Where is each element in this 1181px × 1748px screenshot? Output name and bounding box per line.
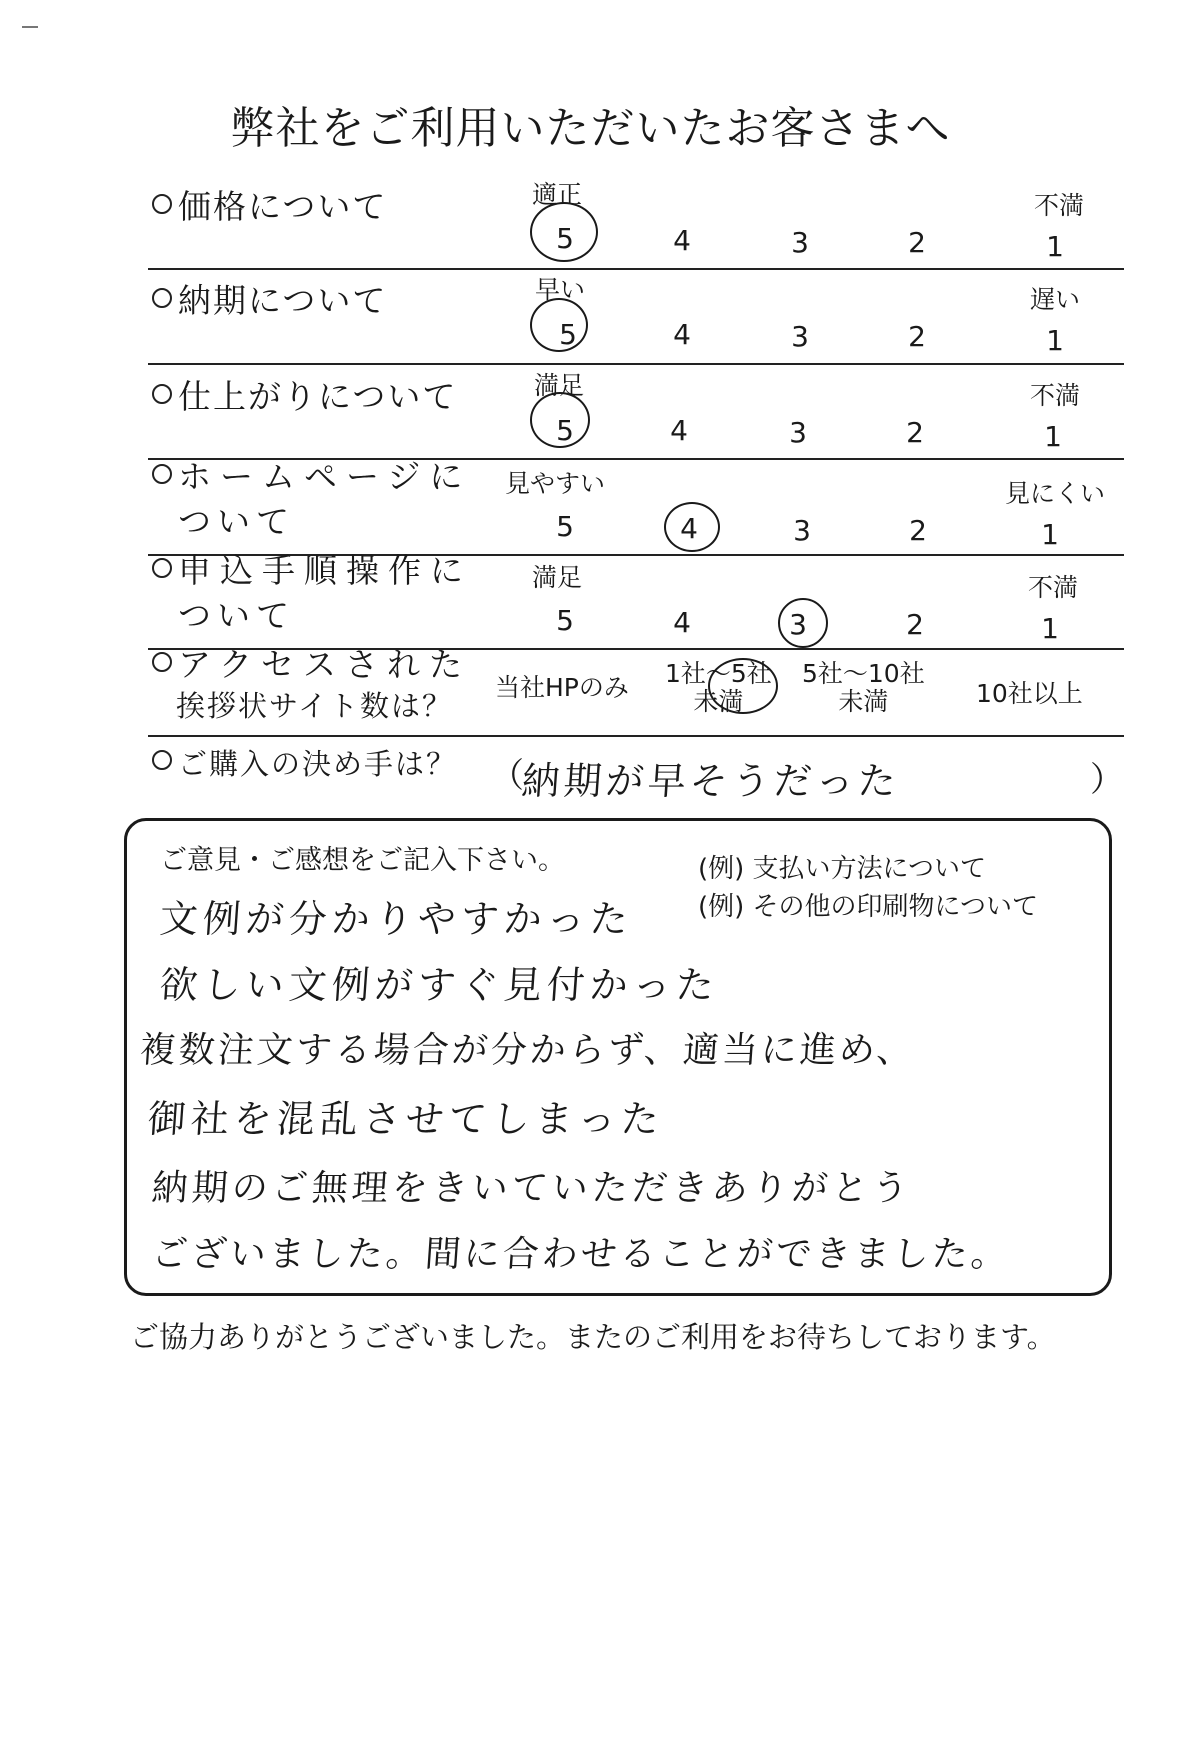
ordering-option-5[interactable]: 5 (556, 604, 574, 637)
sites-option-5-10[interactable]: 5社～10社 未満 (802, 659, 925, 716)
ordering-high-anchor: 満足 (532, 563, 583, 592)
ordering-option-3[interactable]: 3 (789, 608, 807, 641)
question-homepage-label-line2: ついて (178, 502, 295, 541)
selected-ring (530, 298, 588, 352)
delivery-option-3[interactable]: 3 (791, 320, 809, 353)
finish-high-anchor: 満足 (534, 371, 585, 400)
row-divider (148, 363, 1124, 365)
page-title: 弊社をご利用いただいたお客さまへ (230, 103, 951, 154)
comment-line: 納期のご無理をきいていただきありがとう (150, 1168, 914, 1209)
scan-speck (22, 26, 38, 28)
price-option-5[interactable]: 5 (556, 222, 574, 255)
ordering-option-1[interactable]: 1 (1041, 612, 1059, 645)
selected-ring (708, 658, 778, 714)
bullet-circle-icon (152, 558, 172, 578)
homepage-option-1[interactable]: 1 (1041, 518, 1059, 551)
question-sites-label: アクセスされた (152, 646, 471, 684)
selected-ring (530, 392, 590, 448)
footer-thanks: ご協力ありがとうございました。またのご利用をお待ちしております。 (130, 1320, 1056, 1354)
comment-line: 複数注文する場合が分からず、適当に進め、 (138, 1030, 917, 1071)
question-delivery-label: 納期について (152, 282, 387, 320)
decision-close-paren: ） (1090, 760, 1124, 800)
selected-ring (664, 502, 720, 552)
row-divider (148, 268, 1124, 270)
homepage-option-3[interactable]: 3 (793, 514, 811, 547)
bullet-circle-icon (152, 288, 172, 308)
delivery-option-4[interactable]: 4 (673, 318, 691, 351)
homepage-low-anchor: 見にくい (1005, 479, 1106, 508)
bullet-circle-icon (152, 652, 172, 672)
finish-option-3[interactable]: 3 (789, 416, 807, 449)
comments-example-2: (例) その他の印刷物について (698, 892, 1039, 922)
price-high-anchor: 適正 (532, 180, 583, 209)
sites-option-1-5[interactable]: 1社～5社 未満 (665, 659, 772, 716)
comments-heading: ご意見・ご感想をご記入下さい。 (160, 845, 565, 876)
ordering-low-anchor: 不満 (1028, 573, 1079, 602)
question-ordering-label-line2: ついて (178, 596, 295, 635)
ordering-option-2[interactable]: 2 (906, 608, 924, 641)
selected-ring (778, 598, 828, 648)
question-ordering-label: 申込手順操作に (152, 552, 472, 590)
comments-example-1: (例) 支払い方法について (698, 854, 987, 884)
comment-line: 御社を混乱させてしまった (146, 1097, 666, 1141)
finish-option-4[interactable]: 4 (670, 414, 688, 447)
homepage-option-5[interactable]: 5 (556, 510, 574, 543)
comment-line: 文例が分かりやすかった (158, 897, 635, 941)
question-price-label: 価格について (152, 188, 387, 226)
price-option-1[interactable]: 1 (1046, 230, 1064, 263)
price-option-4[interactable]: 4 (673, 224, 691, 257)
price-option-3[interactable]: 3 (791, 226, 809, 259)
bullet-circle-icon (152, 464, 172, 484)
delivery-option-5[interactable]: 5 (559, 318, 577, 351)
bullet-circle-icon (152, 384, 172, 404)
bullet-circle-icon (152, 750, 172, 770)
bullet-circle-icon (152, 194, 172, 214)
homepage-high-anchor: 見やすい (505, 469, 606, 498)
homepage-option-2[interactable]: 2 (909, 514, 927, 547)
question-sites-label-line2: 挨拶状サイト数は？ (176, 689, 453, 723)
homepage-option-4[interactable]: 4 (680, 512, 698, 545)
delivery-option-2[interactable]: 2 (908, 320, 926, 353)
finish-low-anchor: 不満 (1030, 381, 1081, 410)
question-decision-label: ご購入の決め手は？ (152, 745, 457, 783)
comment-line: 欲しい文例がすぐ見付かった (158, 963, 721, 1007)
sites-option-10-plus[interactable]: 10社以上 (976, 679, 1083, 708)
row-divider (148, 735, 1124, 737)
delivery-high-anchor: 早い (535, 275, 586, 304)
decision-answer[interactable]: 納期が早そうだった (520, 759, 902, 803)
delivery-option-1[interactable]: 1 (1046, 324, 1064, 357)
finish-option-1[interactable]: 1 (1044, 420, 1062, 453)
price-option-2[interactable]: 2 (908, 226, 926, 259)
selected-ring (530, 202, 598, 262)
sites-option-own-only[interactable]: 当社HPのみ (495, 673, 629, 702)
comment-line: ございました。間に合わせることができました。 (150, 1234, 1012, 1275)
finish-option-2[interactable]: 2 (906, 416, 924, 449)
question-homepage-label: ホームページに (152, 458, 471, 496)
delivery-low-anchor: 遅い (1030, 285, 1081, 314)
question-finish-label: 仕上がりについて (152, 378, 457, 416)
ordering-option-4[interactable]: 4 (673, 606, 691, 639)
price-low-anchor: 不満 (1034, 191, 1085, 220)
decision-open-paren: （ (490, 756, 524, 796)
finish-option-5[interactable]: 5 (556, 414, 574, 447)
